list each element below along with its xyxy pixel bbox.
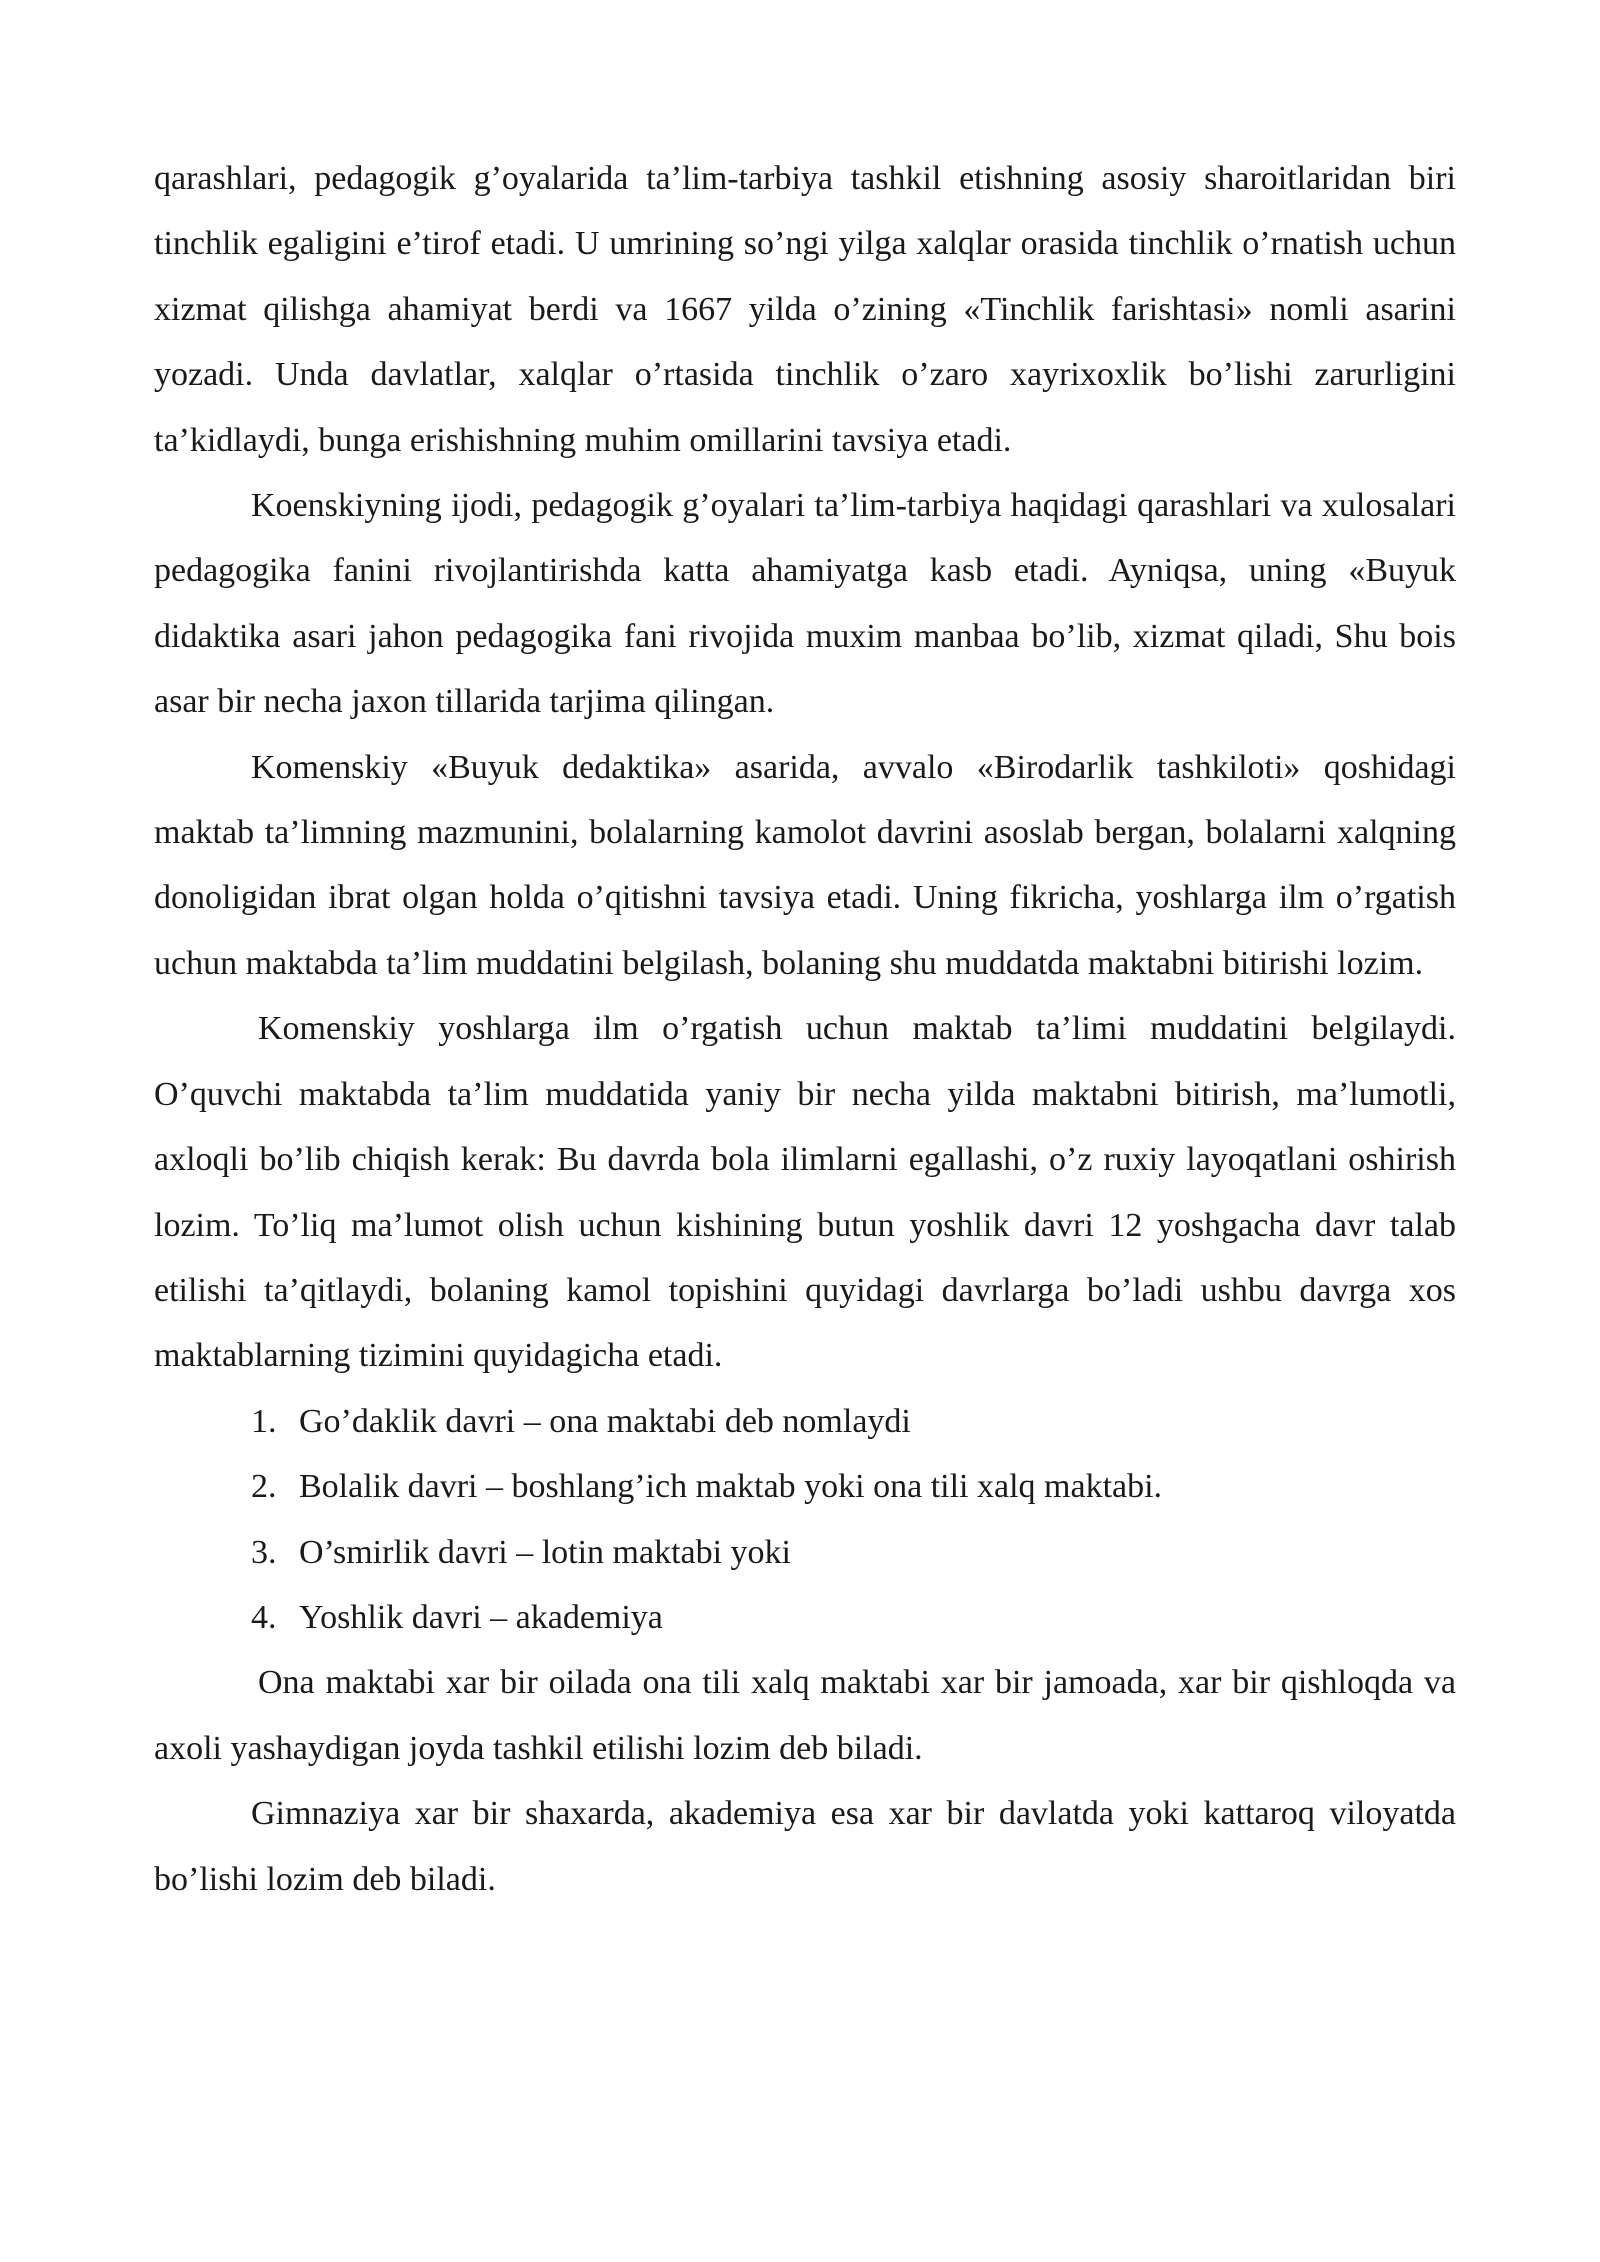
list-number: 3. bbox=[251, 1533, 277, 1571]
school-periods-list bbox=[154, 1389, 1456, 1651]
paragraph-mother-school: Ona maktabi xar bir oilada ona tili xalq maktabi xar bir jamoada, xar bir qishloqda va axoli yashaydigan joyda tashkil etilishi lozim deb biladi. bbox=[154, 1664, 1456, 1767]
list-item-text: Bolalik davri – boshlang’ich maktab yoki ona tili xalq maktabi. bbox=[299, 1468, 1163, 1506]
list-item bbox=[154, 1585, 1456, 1650]
list-number: 4. bbox=[251, 1598, 277, 1636]
list-item bbox=[154, 1454, 1456, 1519]
list-item bbox=[154, 1389, 1456, 1454]
list-item-text: Yoshlik davri – akademiya bbox=[299, 1598, 663, 1636]
list-number: 2. bbox=[251, 1468, 277, 1506]
list-item bbox=[154, 1520, 1456, 1585]
paragraph-school-duration: Komenskiy yoshlarga ilm o’rgatish uchun maktab ta’limi muddatini belgilaydi. O’quvchi maktabda ta’lim muddatida yaniy bir necha yilda maktabni bitirish, ma’lumotli, axloqli bo’lib chiqish kerak: Bu davrda bola ilimlarni egallashi, o’z ruxiy layoqatlani oshirish lozim. To’liq ma’lumot olish uchun kishining butun yoshlik davri 12 yoshgacha davr talab etilishi ta’qitlaydi, bolaning kamol topishini quyidagi davrlarga bo’ladi ushbu davrga xos maktablarning tizimini quyidagicha etadi. bbox=[154, 1010, 1456, 1375]
paragraph-peace-ideas: qarashlari, pedagogik g’oyalarida ta’lim-tarbiya tashkil etishning asosiy sharoitlaridan biri tinchlik egaligini e’tirof etadi. U umrining so’ngi yilga xalqlar orasida tinchlik o’rnatish uchun xizmat qilishga ahamiyat berdi va 1667 yilda o’zining «Tinchlik farishtasi» nomli asarini yozadi. Unda davlatlar, xalqlar o’rtasida tinchlik o’zaro xayrixoxlik bo’lishi zarurligini ta’kidlaydi, bunga erishishning muhim omillarini tavsiya etadi. bbox=[154, 160, 1456, 459]
paragraph-works-significance: Koenskiyning ijodi, pedagogik g’oyalari ta’lim-tarbiya haqidagi qarashlari va xulosalari pedagogika fanini rivojlantirishda katta ahamiyatga kasb etadi. Ayniqsa, uning «Buyuk didaktika asari jahon pedagogika fani rivojida muxim manbaa bo’lib, xizmat qiladi, Shu bois asar bir necha jaxon tillarida tarjima qilingan. bbox=[154, 487, 1456, 721]
list-number: 1. bbox=[251, 1402, 277, 1440]
paragraph-great-didactics: Komenskiy «Buyuk dedaktika» asarida, avvalo «Birodarlik tashkiloti» qoshidagi maktab ta’limning mazmunini, bolalarning kamolot davrini asoslab bergan, bolalarni xalqning donoligidan ibrat olgan holda o’qitishni tavsiya etadi. Uning fikricha, yoshlarga ilm o’rgatish uchun maktabda ta’lim muddatini belgilash, bolaning shu muddatda maktabni bitirishi lozim. bbox=[154, 748, 1456, 982]
paragraph-gymnasium: Gimnaziya xar bir shaxarda, akademiya esa xar bir davlatda yoki kattaroq viloyatda bo’lishi lozim deb biladi. bbox=[154, 1795, 1456, 1898]
document-page bbox=[154, 146, 1456, 1912]
list-item-text: Go’daklik davri – ona maktabi deb nomlaydi bbox=[299, 1402, 911, 1440]
list-item-text: O’smirlik davri – lotin maktabi yoki bbox=[299, 1533, 792, 1571]
